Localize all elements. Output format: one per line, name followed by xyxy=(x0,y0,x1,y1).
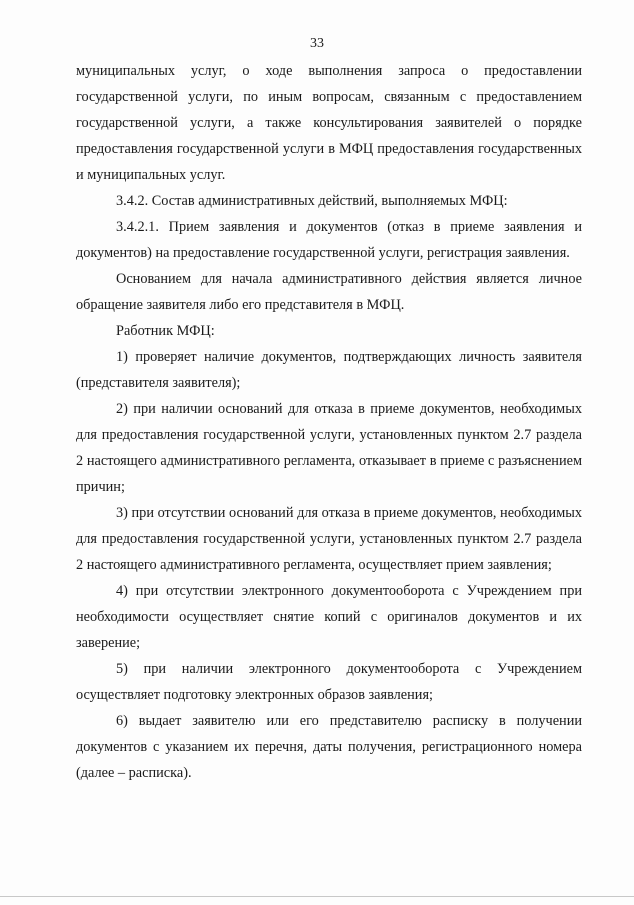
list-item-5: 5) при наличии электронного документооборота с Учреждением осуществляет подготовку электронных образов заявления; xyxy=(76,661,582,703)
paragraph-mfc-consulting: муниципальных услуг, о ходе выполнения запроса о предоставлении государственной услуги, по иным вопросам, связанным с предоставлением государственной услуги, а также консультирования заявителей о порядке предоставления государственной услуги в МФЦ предоставления государственных и муниципальных услуг. xyxy=(76,63,582,183)
list-item-1: 1) проверяет наличие документов, подтверждающих личность заявителя (представителя заявителя); xyxy=(76,349,582,391)
scan-edge-divider xyxy=(0,896,634,897)
page-number: 33 xyxy=(310,36,324,51)
paragraph-mfc-worker: Работник МФЦ: xyxy=(116,323,215,339)
list-item-3: 3) при отсутствии оснований для отказа в приеме документов, необходимых для предоставления государственной услуги, установленных пунктом 2.7 раздела 2 настоящего административного регламента, осуществляет прием заявления; xyxy=(76,505,582,573)
list-item-4: 4) при отсутствии электронного документооборота с Учреждением при необходимости осуществляет снятие копий с оригиналов документов и их заверение; xyxy=(76,583,582,651)
list-item-6: 6) выдает заявителю или его представителю расписку в получении документов с указанием их перечня, даты получения, регистрационного номера (далее – расписка). xyxy=(76,713,582,781)
paragraph-section-3-4-2-1: 3.4.2.1. Прием заявления и документов (отказ в приеме заявления и документов) на предоставление государственной услуги, регистрация заявления. xyxy=(76,219,582,261)
paragraph-section-3-4-2: 3.4.2. Состав административных действий, выполняемых МФЦ: xyxy=(116,193,508,209)
list-item-2: 2) при наличии оснований для отказа в приеме документов, необходимых для предоставления государственной услуги, установленных пунктом 2.7 раздела 2 настоящего административного регламента, отказывает в приеме с разъяснением причин; xyxy=(76,401,582,495)
paragraph-basis: Основанием для начала административного действия является личное обращение заявителя либо его представителя в МФЦ. xyxy=(76,271,582,313)
document-body xyxy=(76,58,582,786)
